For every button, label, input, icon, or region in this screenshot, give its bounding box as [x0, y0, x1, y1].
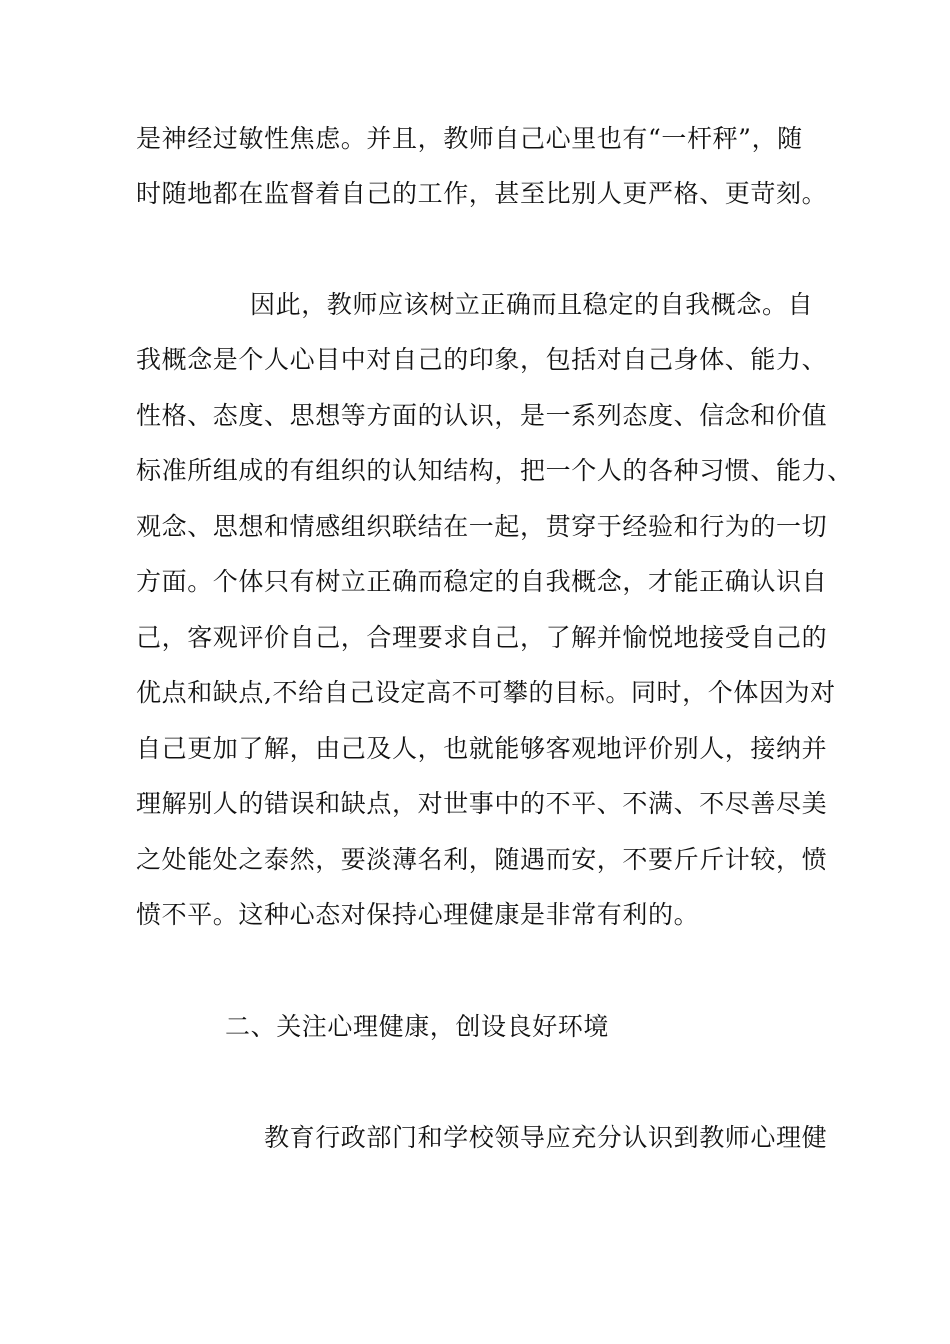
paragraph-line: 标准所组成的有组织的认知结构，把一个人的各种习惯、能力、	[136, 456, 853, 485]
paragraph-line: 愤不平。这种心态对保持心理健康是非常有利的。	[136, 900, 700, 929]
paragraph-line: 己，客观评价自己，合理要求自己，了解并愉悦地接受自己的	[136, 623, 828, 652]
paragraph-line: 我概念是个人心目中对自己的印象，包括对自己身体、能力、	[136, 345, 828, 374]
paragraph-line: 是神经过敏性焦虑。并且，教师自己心里也有“一杆秤”，随	[136, 124, 803, 153]
paragraph-line: 教育行政部门和学校领导应充分认识到教师心理健	[264, 1123, 828, 1152]
paragraph-line: 自己更加了解，由己及人，也就能够客观地评价别人，接纳并	[136, 734, 828, 763]
paragraph-line: 性格、态度、思想等方面的认识，是一系列态度、信念和价值	[136, 401, 828, 430]
paragraph-line: 因此，教师应该树立正确而且稳定的自我概念。自	[250, 290, 814, 319]
paragraph-line: 理解别人的错误和缺点，对世事中的不平、不满、不尽善尽美	[136, 789, 828, 818]
paragraph-line: 观念、思想和情感组织联结在一起，贯穿于经验和行为的一切	[136, 512, 828, 541]
paragraph-line: 时随地都在监督着自己的工作，甚至比别人更严格、更苛刻。	[136, 179, 828, 208]
section-heading: 二、关注心理健康，创设良好环境	[225, 1012, 610, 1041]
paragraph-line: 优点和缺点,不给自己设定高不可攀的目标。同时，个体因为对	[136, 678, 836, 707]
paragraph-line: 方面。个体只有树立正确而稳定的自我概念，才能正确认识自	[136, 567, 828, 596]
paragraph-line: 之处能处之泰然，要淡薄名利，随遇而安，不要斤斤计较，愤	[136, 845, 828, 874]
